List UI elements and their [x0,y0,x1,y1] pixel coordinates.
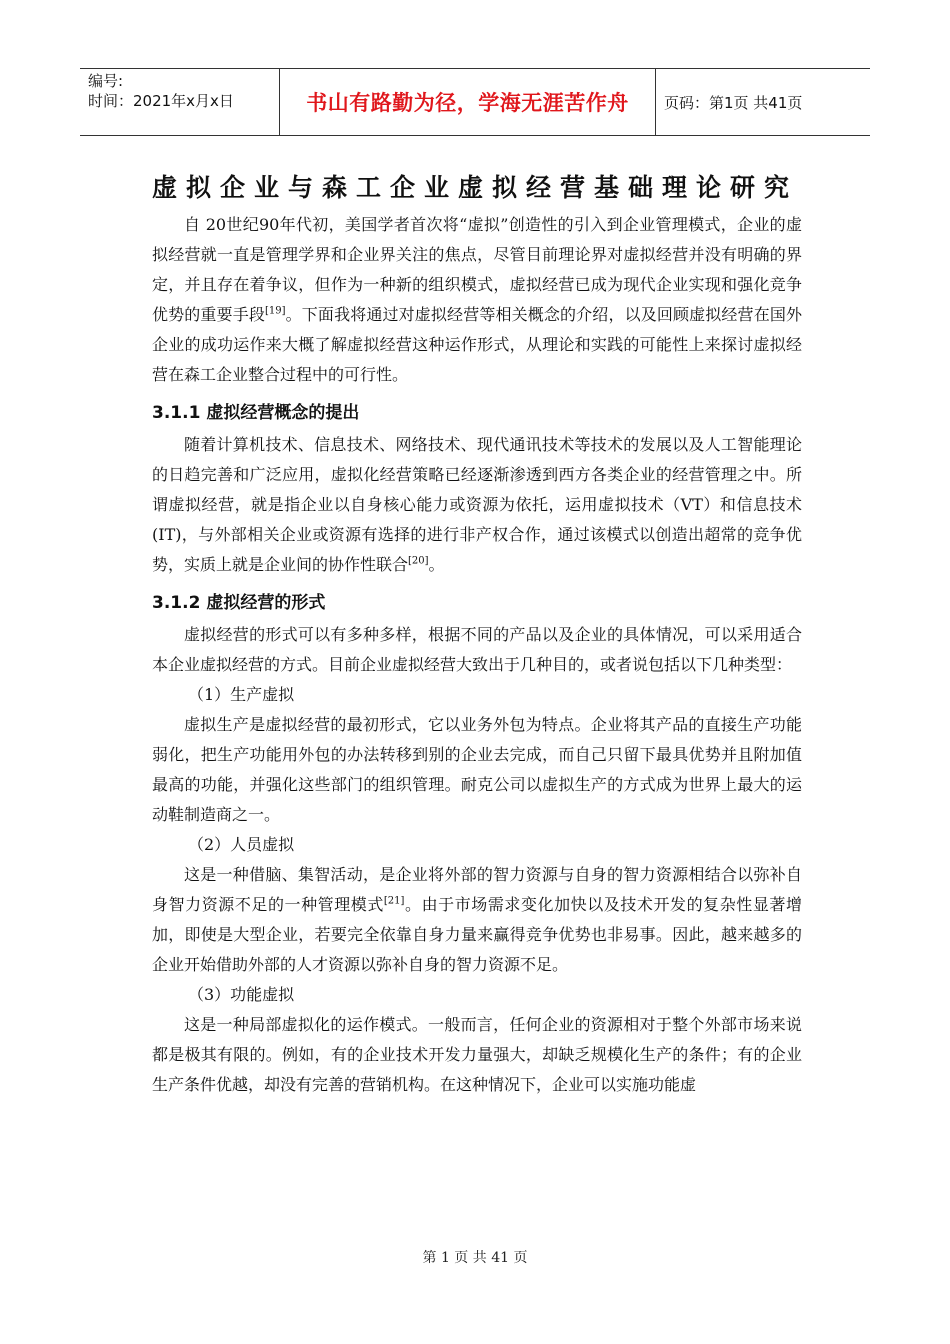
personnel-text: 这是一种借脑、集智活动，是企业将外部的智力资源与自身的智力资源相结合以弥补自身智力资源不足的一种管理模式 [152,865,802,914]
section-heading-312: 3.1.2 虚拟经营的形式 [152,593,326,613]
document-title: 虚拟企业与森工企业虚拟经营基础理论研究 [151,173,798,202]
page-footer: 第 1 页 共 41 页 [422,1250,528,1266]
header-motto-cell [280,69,656,135]
citation-21: [21] [383,895,405,907]
section-311-text: 随着计算机技术、信息技术、网络技术、现代通讯技术等技术的发展以及人工智能理论的日趋完善和广泛应用，虚拟化经营策略已经逐渐渗透到西方各类企业的经营管理之中。所谓虚拟经营，就是指企业以自身核心能力或资源为依托，运用虚拟技术（VT）和信息技术(IT)，与外部相关企业或资源有选择的进行非产权合作，通过该模式以创造出超常的竞争优势，实质上就是企业间的协作性联合 [152,435,802,574]
section-312-paragraph: 虚拟经营的形式可以有多种多样，根据不同的产品以及企业的具体情况，可以采用适合本企业虚拟经营的方式。目前企业虚拟经营大致出于几种目的，或者说包括以下几种类型： [152,625,802,674]
section-311-paragraph [152,430,802,580]
list-item-function: （3）功能虚拟 [188,985,295,1004]
header-page-cell [656,69,870,135]
citation-20: [20] [408,555,429,567]
document-body [152,210,802,1100]
personnel-paragraph [152,860,802,980]
production-paragraph: 虚拟生产是虚拟经营的最初形式，它以业务外包为特点。企业将其产品的直接生产功能弱化，把生产功能用外包的办法转移到别的企业去完成，而自己只留下最具优势并且附加值最高的功能，并强化这些部门的组织管理。耐克公司以虚拟生产的方式成为世界上最大的运动鞋制造商之一。 [152,715,802,824]
section-heading-311: 3.1.1 虚拟经营概念的提出 [152,403,360,423]
header-meta [80,69,280,135]
function-paragraph: 这是一种局部虚拟化的运作模式。一般而言，任何企业的资源相对于整个外部市场来说都是极其有限的。例如，有的企业技术开发力量强大，却缺乏规模化生产的条件；有的企业生产条件优越，却没有完善的营销机构。在这种情况下，企业可以实施功能虚 [152,1015,802,1094]
intro-text-2: 。下面我将通过对虚拟经营等相关概念的介绍，以及回顾虚拟经营在国外企业的成功运作来大概了解虚拟经营这种运作形式，从理论和实践的可能性上来探讨虚拟经营在森工企业整合过程中的可行性。 [152,305,802,384]
time-label: 时间：2021年x月x日 [88,92,234,110]
intro-paragraph [152,210,802,390]
intro-text: 自 20世纪90年代初，美国学者首次将“虚拟”创造性的引入到企业管理模式，企业的虚拟经营就一直是管理学界和企业界关注的焦点，尽管目前理论界对虚拟经营并没有明确的界定，并且存在着争议，但作为一种新的组织模式，虚拟经营已成为现代企业实现和强化竞争优势的重要手段 [152,215,802,324]
citation-19: [19] [264,305,286,317]
page-label: 页码：第1页 共41页 [664,93,803,112]
code-label: 编号: [88,72,124,90]
page-header [80,68,870,136]
personnel-text-2: 。由于市场需求变化加快以及技术开发的复杂性显著增加，即使是大型企业，若要完全依靠自身力量来赢得竞争优势也非易事。因此，越来越多的企业开始借助外部的人才资源以弥补自身的智力资源不足。 [152,895,802,974]
list-item-personnel: （2）人员虚拟 [188,835,295,854]
section-311-text-2: 。 [428,555,445,574]
list-item-production: （1）生产虚拟 [188,685,295,704]
motto: 书山有路勤为径，学海无涯苦作舟 [306,91,629,115]
